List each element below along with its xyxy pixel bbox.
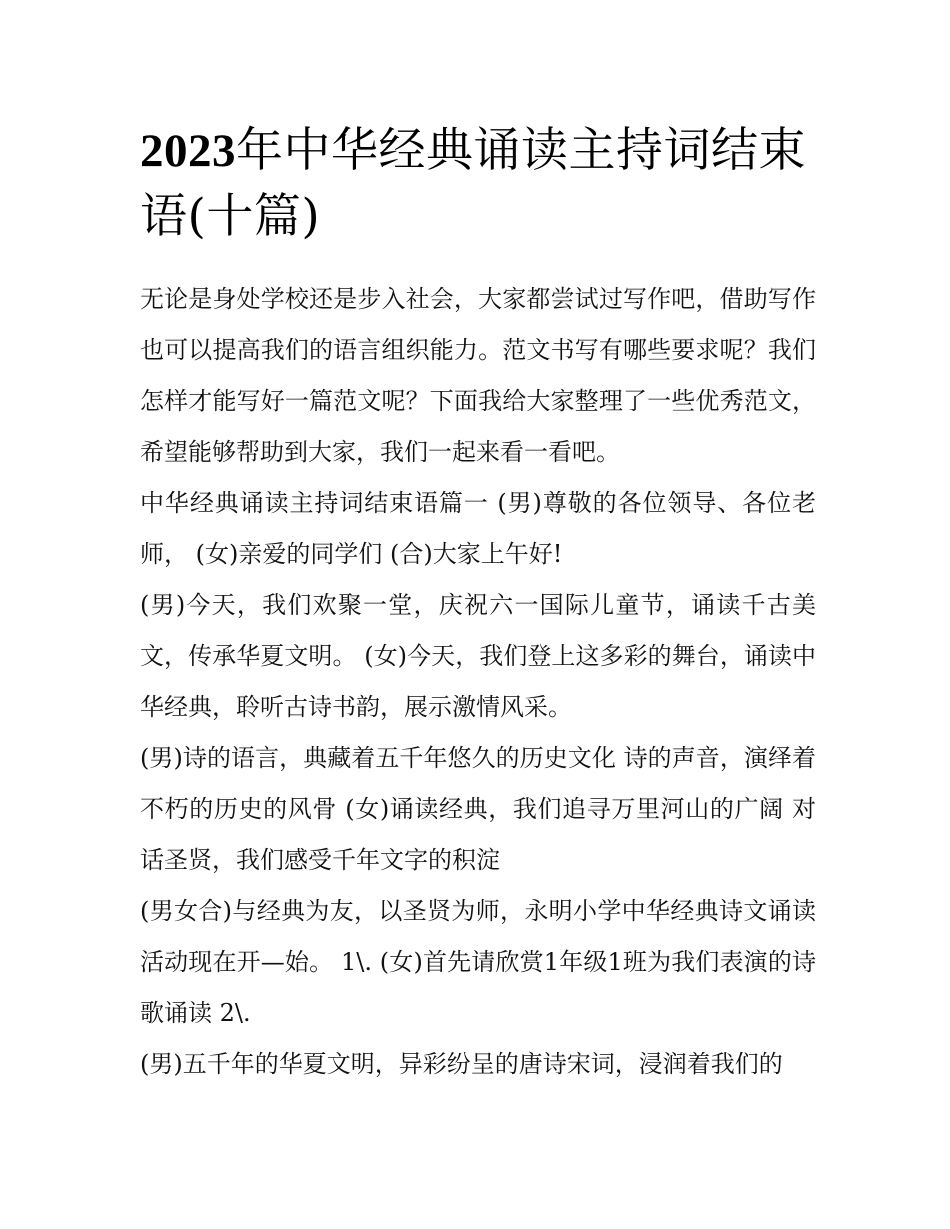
title-year: 2023 xyxy=(140,125,236,177)
paragraph-today: (男)今天，我们欢聚一堂，庆祝六一国际儿童节，诵读千古美文，传承华夏文明。 (女)今天，我们登上这多彩的舞台，诵读中华经典，聆听古诗书韵，展示激情风采。 xyxy=(140,591,816,721)
paragraph-poetry: (男)诗的语言，典藏着五千年悠久的历史文化 诗的声音，演绎着不朽的历史的风骨 (女)诵读经典，我们追寻万里河山的广阔 对话圣贤，我们感受千年文字的积淀 xyxy=(140,744,816,874)
paragraph-greeting: 中华经典诵读主持词结束语篇一 (男)尊敬的各位领导、各位老师， (女)亲爱的同学们 (合)大家上午好! xyxy=(140,489,816,568)
document-body xyxy=(140,274,816,1090)
paragraph-opening: (男女合)与经典为友，以圣贤为师，永明小学中华经典诗文诵读活动现在开—始。 1\. (女)首先请欣赏1年级1班为我们表演的诗歌诵读 2\. xyxy=(140,897,816,1027)
paragraph-intro: 无论是身处学校还是步入社会，大家都尝试过写作吧，借助写作也可以提高我们的语言组织能力。范文书写有哪些要求呢？我们怎样才能写好一篇范文呢？下面我给大家整理了一些优秀范文，希望能够帮助到大家，我们一起来看一看吧。 xyxy=(140,285,816,466)
paragraph-civilization: (男)五千年的华夏文明，异彩纷呈的唐诗宋词，浸润着我们的 xyxy=(140,1050,783,1078)
title-text: 年中华经典诵读主持词结束语(十篇) xyxy=(140,123,806,244)
document-title xyxy=(140,118,816,250)
document-content xyxy=(140,118,816,1090)
